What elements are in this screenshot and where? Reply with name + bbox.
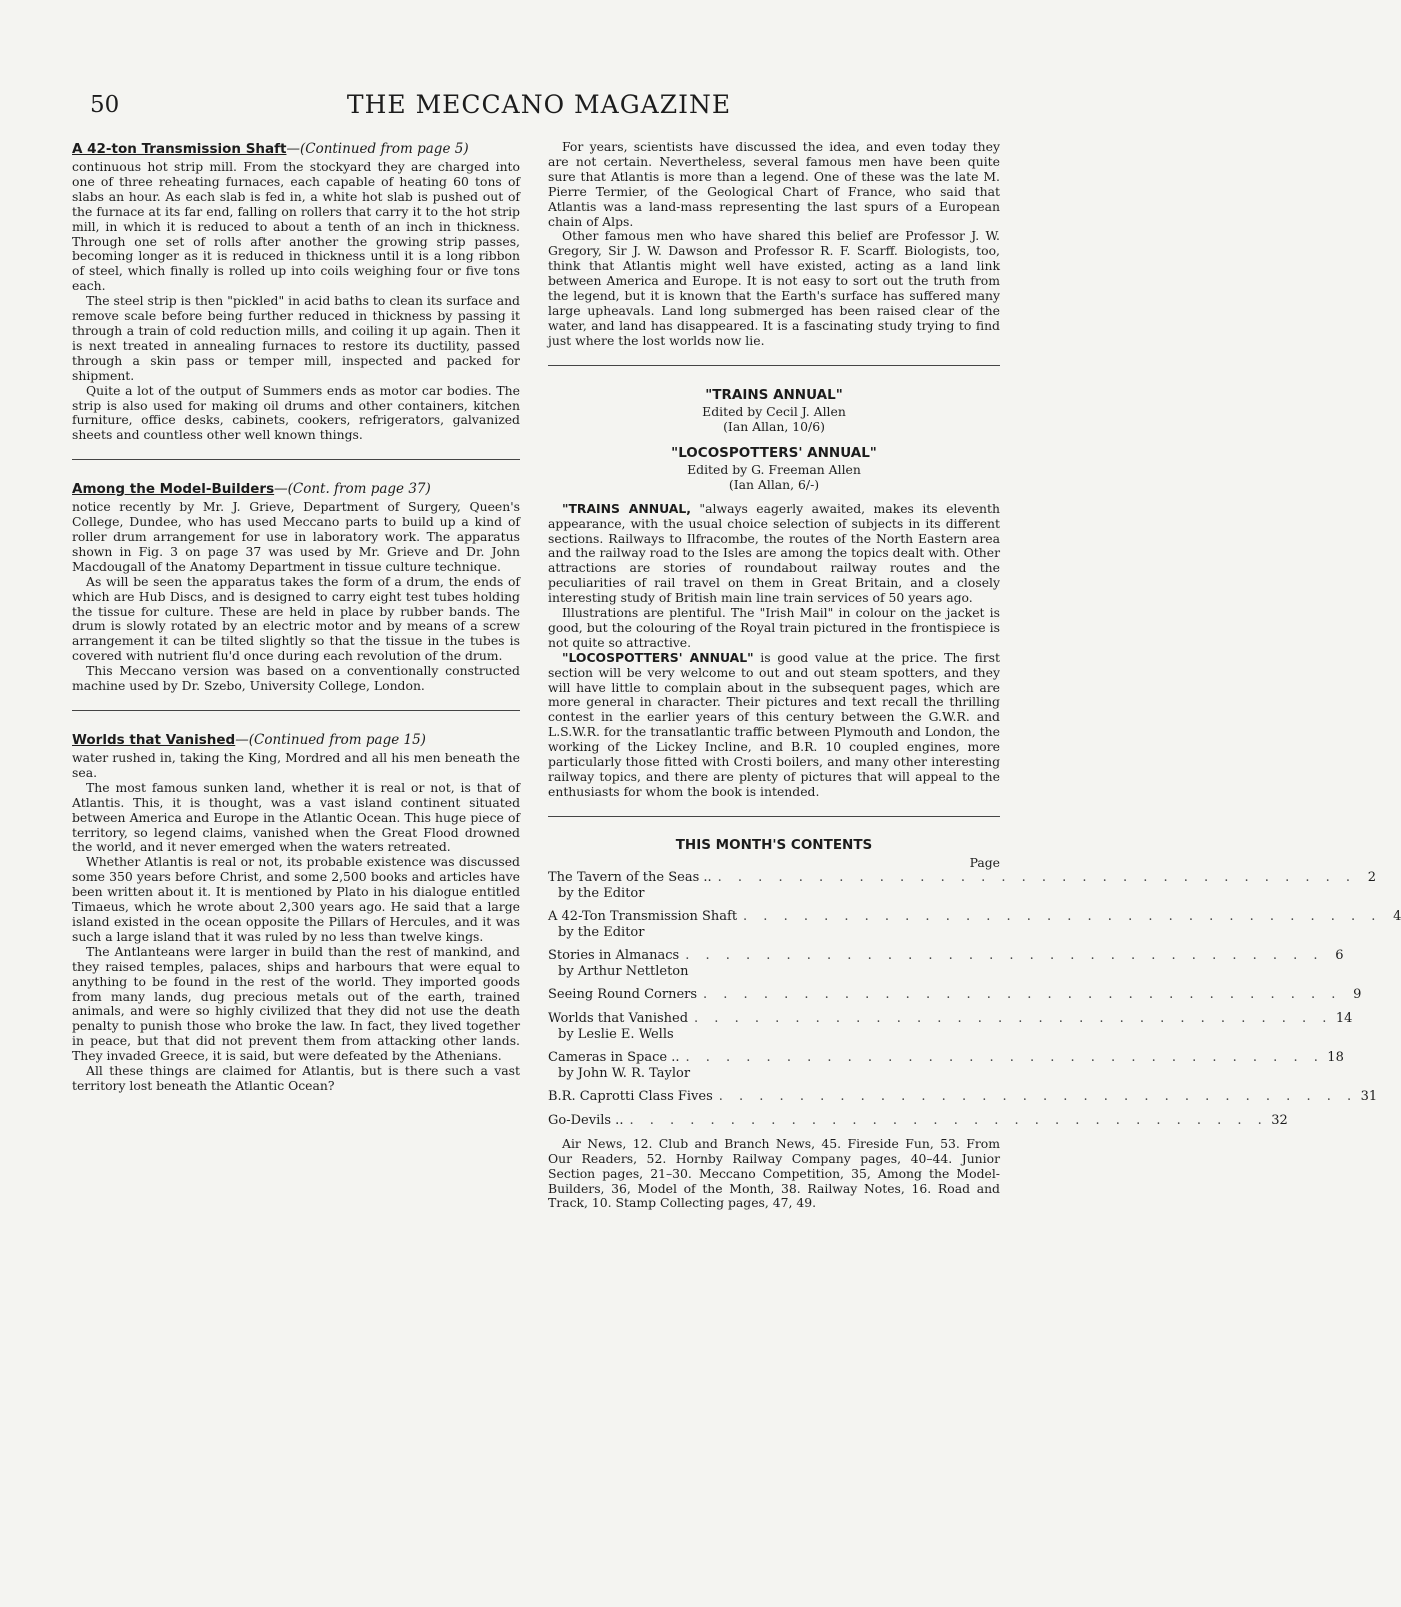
book-editor: Edited by G. Freeman Allen (687, 461, 861, 477)
book-publisher: (Ian Allan, 6/-) (728, 476, 820, 492)
contents-row (548, 908, 1401, 925)
contents-item (548, 1049, 1344, 1081)
book-title: "TRAINS ANNUAL" (705, 386, 843, 403)
contents-item (548, 947, 1344, 979)
leader-dots: . . . . . . . . . . . . . . . . . . . . . . . . . . . . . . . . (629, 1112, 1268, 1128)
worlds-vanished-continuation (548, 140, 1000, 349)
article-heading (72, 140, 520, 158)
article-title: Worlds that Vanished (72, 732, 236, 748)
page-header (74, 88, 1004, 128)
contents-entry-page: 31 (1360, 1088, 1378, 1104)
article-title: A 42-ton Transmission Shaft (72, 141, 287, 157)
page-number: 50 (90, 92, 120, 118)
contents-entry-page: 32 (1271, 1112, 1288, 1128)
continued-note: —(Continued from page 15) (235, 732, 426, 748)
contents-title: THIS MONTH'S CONTENTS (675, 836, 873, 853)
contents-entry-author: by Leslie E. Wells (558, 1026, 674, 1042)
magazine-title: THE MECCANO MAGAZINE (346, 90, 732, 119)
contents-row (548, 986, 1362, 1003)
contents-entry-page: 6 (1335, 947, 1344, 963)
paragraph: As will be seen the apparatus takes the form of a drum, the ends of which are Hub Discs, and is designed to carry eight test tubes holding the tissue for culture. These are held in place by rubber bands. The drum is slowly rotated by an electric motor and by means of a screw arrangement it can be tilted slightly so that the tissue in the tubes is covered with nutrient flu'd once during each revolution of the drum. (72, 573, 520, 664)
contents-entry-title: Go-Devils .. (548, 1112, 624, 1128)
book-title: "LOCOSPOTTERS' ANNUAL" (671, 444, 877, 461)
contents-entry-title: Worlds that Vanished (548, 1010, 689, 1026)
divider (548, 816, 1000, 817)
leader-dots: . . . . . . . . . . . . . . . . . . . . . . . . . . . . . . . . (685, 1049, 1324, 1065)
article-heading (72, 731, 520, 749)
review-lead: "LOCOSPOTTERS' ANNUAL" (562, 649, 754, 665)
leader-dots: . . . . . . . . . . . . . . . . . . . . . . . . . . . . . . . . (717, 869, 1356, 885)
contents-entry-title: Seeing Round Corners (548, 986, 698, 1002)
review-text: is good value at the price. The first section will be very welcome to out and out steam spotters, and they will have little to complain about in the subsequent pages, which are more general in character. Their pictures and text recall the thrilling contest in the earlier years of this century between the G.W.R. and L.S.W.R. for the transatlantic traffic between Plymouth and London, the working of the Lickey Incline, and B.R. 10 coupled engines, more particularly those fitted with Crosti boilers, and many other interesting railway topics, and there are plenty of pictures that will appeal to the enthusiasts for whom the book is intended. (548, 649, 1000, 799)
transmission-shaft-article (72, 140, 520, 443)
leader-dots: . . . . . . . . . . . . . . . . . . . . . . . . . . . . . . . . (694, 1010, 1333, 1026)
book-publisher: (Ian Allan, 10/6) (723, 418, 825, 434)
leader-dots: . . . . . . . . . . . . . . . . . . . . . . . . . . . . . . . . (718, 1088, 1358, 1104)
contents-item (548, 869, 1376, 901)
leader-dots: . . . . . . . . . . . . . . . . . . . . . . . . . . . . . . . . (703, 986, 1342, 1002)
paragraph: The steel strip is then "pickled" in acid baths to clean its surface and remove scale before being further reduced in thickness by passing it through a train of cold reduction mills, and coiling it up again. Then it is next treated in annealing furnaces to restore its ductility, passed through a skin pass or temper mill, inspected and packed for shipment. (72, 293, 520, 383)
book-reviews (548, 386, 1000, 800)
contents-entry-author: by John W. R. Taylor (558, 1065, 691, 1081)
contents-entry-page: 4 (1393, 908, 1401, 924)
article-heading (72, 480, 520, 498)
contents-row (548, 869, 1376, 886)
divider (72, 710, 520, 711)
locospotters-annual-heading (548, 444, 1000, 492)
review-paragraph (548, 651, 1000, 800)
contents-item (548, 986, 1362, 1003)
contents-entry-title: Cameras in Space .. (548, 1049, 680, 1065)
paragraph: Other famous men who have shared this belief are Professor J. W. Gregory, Sir J. W. Dawson and Professor R. F. Scarff. Biologists, too, think that Atlantis might well have existed, acting as a land link between America and Europe. It is not easy to sort out the truth from the legend, but it is known that the Earth's surface has suffered many large upheavals. Land long submerged has been raised clear of the water, and land has disappeared. It is a fascinating study trying to find just where the lost worlds now lie. (548, 228, 1000, 348)
paragraph: Quite a lot of the output of Summers ends as motor car bodies. The strip is also used for making oil drums and other containers, kitchen furniture, office desks, cabinets, cookers, refrigerators, galvanized sheets and countless other well known things. (72, 382, 520, 443)
book-editor: Edited by Cecil J. Allen (702, 403, 846, 419)
contents-item (548, 1112, 1288, 1129)
paragraph: For years, scientists have discussed the idea, and even today they are not certain. Nevertheless, several famous men have been quite sure that Atlantis is more than a legend. One of these was the late M. Pierre Termier, of the Geological Chart of France, who said that Atlantis was a land-mass representing the last spurs of a European chain of Alps. (548, 139, 1000, 229)
contents-entry-page: 9 (1353, 986, 1362, 1002)
continued-note: —(Cont. from page 37) (274, 481, 431, 498)
paragraph: All these things are claimed for Atlantis, but is there such a vast territory lost beneath the Atlantic Ocean? (72, 1063, 520, 1093)
page-column-label: Page (969, 854, 1000, 870)
review-text: "always eagerly awaited, makes its eleventh appearance, with the usual choice selection of subjects in its different sections. Railways to Ilfracombe, the routes of the North Eastern area and the railway road to the Isles are among the topics dealt with. Other attractions are stories of roundabout railway routes and the peculiarities of rail travel on them in Great Britain, and a closely interesting study of British main line train services of 50 years ago. (548, 500, 1000, 606)
contents-row (548, 1112, 1288, 1129)
continued-note: —(Continued from page 5) (286, 141, 469, 157)
contents-entry-author: by the Editor (558, 924, 645, 940)
review-paragraph: Illustrations are plentiful. The "Irish Mail" in colour on the jacket is good, but the colouring of the Royal train pictured in the frontispiece is not quite so attractive. (548, 605, 1000, 650)
worlds-vanished-article (72, 731, 520, 1094)
trains-annual-heading (548, 386, 1000, 434)
contents-item (548, 1010, 1353, 1042)
leader-dots: . . . . . . . . . . . . . . . . . . . . . . . . . . . . . . . . (743, 908, 1382, 924)
contents-item (548, 908, 1401, 940)
right-column (548, 139, 1401, 1227)
contents-footnote: Air News, 12. Club and Branch News, 45. Fireside Fun, 53. From Our Readers, 52. Hornby Railway Company pages, 40–44. Junior Section pages, 21–30. Meccano Competition, 35, Among the Model-Builders, 36, Model of the Month, 38. Railway Notes, 16. Road and Track, 10. Stamp Collecting pages, 47, 49. (548, 1135, 1000, 1211)
model-builders-article (72, 480, 520, 694)
contents-entry-title: B.R. Caprotti Class Fives (548, 1088, 713, 1104)
contents-row (548, 1088, 1378, 1105)
contents-entry-author: by the Editor (558, 885, 645, 901)
contents-entry-title: A 42-Ton Transmission Shaft (548, 908, 738, 924)
paragraph: The Antlanteans were larger in build than the rest of mankind, and they raised temples, palaces, ships and harbours that were equal to anything to be found in the rest of the world. They imported goods from many lands, dug precious metals out of the earth, trained animals, and were so highly civilized that they did not use the death penalty to punish those who broke the law. In fact, they lived together in peace, but that did not prevent them from attacking other lands. They invaded Greece, it is said, but were defeated by the Athenians. (72, 943, 520, 1064)
leader-dots: . . . . . . . . . . . . . . . . . . . . . . . . . . . . . . . . (685, 947, 1324, 963)
contents-entry-page: 14 (1335, 1010, 1353, 1026)
contents-item (548, 1088, 1378, 1105)
contents-entry-title: Stories in Almanacs (548, 947, 680, 963)
paragraph: water rushed in, taking the King, Mordred and all his men beneath the sea. (72, 750, 520, 780)
paragraph: This Meccano version was based on a conventionally constructed machine used by Dr. Szebo, University College, London. (72, 663, 520, 694)
contents-list (548, 869, 1401, 1129)
divider (548, 365, 1000, 366)
contents-entry-title: The Tavern of the Seas .. (548, 869, 712, 885)
paragraph: notice recently by Mr. J. Grieve, Department of Surgery, Queen's College, Dundee, who has used Meccano parts to build up a kind of roller drum arrangement for use in laboratory work. The apparatus shown in Fig. 3 on page 37 was used by Mr. Grieve and Dr. John Macdougall of the Anatomy Department in tissue culture technique. (72, 499, 520, 574)
paragraph: continuous hot strip mill. From the stockyard they are charged into one of three reheating furnaces, each capable of heating 60 tons of slabs an hour. As each slab is fed in, a white hot slab is pushed out of the furnace at its far end, falling on rollers that carry it to the hot strip mill, in which it is reduced to about a tenth of an inch in thickness. Through one set of rolls after another the growing strip passes, becoming longer as it is reduced in thickness until it is a long ribbon of steel, which finally is rolled up into coils weighing four or five tons each. (72, 159, 520, 294)
review-lead: "TRAINS ANNUAL, (562, 500, 691, 516)
contents-row (548, 947, 1344, 964)
article-title: Among the Model-Builders (72, 481, 275, 498)
contents-entry-page: 2 (1367, 869, 1376, 885)
left-column (72, 140, 520, 1110)
contents-box (548, 836, 1401, 1212)
contents-entry-page: 18 (1327, 1049, 1344, 1065)
contents-row (548, 1049, 1344, 1066)
contents-row (548, 1010, 1353, 1027)
paragraph: Whether Atlantis is real or not, its probable existence was discussed some 350 years before Christ, and some 2,500 books and articles have been written about it. It is mentioned by Plato in his dialogue entitled Timaeus, which he wrote about 2,300 years ago. He said that a large island existed in the ocean opposite the Pillars of Hercules, and it was such a large island that it was ruled by no less than twelve kings. (72, 854, 520, 944)
divider (72, 459, 520, 460)
review-paragraph (548, 502, 1000, 606)
paragraph: The most famous sunken land, whether it is real or not, is that of Atlantis. This, it is thought, was a vast island continent situated between America and Europe in the Atlantic Ocean. This huge piece of territory, so legend claims, vanished when the Great Flood drowned the world, and it never emerged when the waters retreated. (72, 779, 520, 855)
contents-entry-author: by Arthur Nettleton (558, 963, 689, 979)
